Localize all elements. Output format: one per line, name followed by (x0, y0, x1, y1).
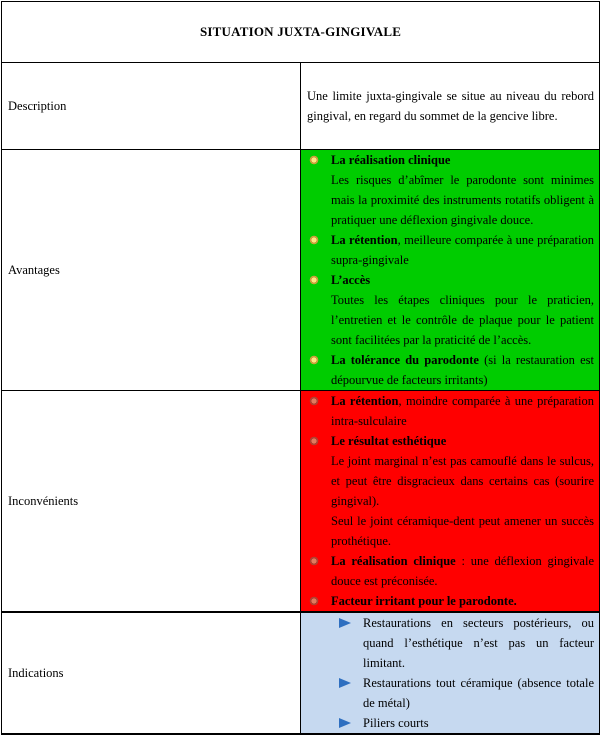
description-row (2, 63, 600, 150)
sun-bullet-icon (309, 275, 319, 285)
item-detail: Toutes les étapes cliniques pour le praticien, l’entretien et le contrôle de plaque pour le patient sont facilitées par la praticité de l’accès. (331, 293, 594, 347)
indications-cell (301, 612, 600, 734)
description-label: Description (2, 63, 301, 150)
indications-row (2, 612, 600, 734)
sun-bullet-icon (309, 436, 319, 446)
item-heading: L’accès (331, 273, 371, 287)
list-item (337, 673, 594, 713)
item-text: (si la restauration est dépourvue de facteurs irritants) (331, 353, 594, 387)
item-detail-2: Seul le joint céramique-dent peut amener un succès prothétique. (331, 514, 594, 548)
inconvenients-label: Inconvénients (2, 391, 301, 613)
list-item (307, 391, 594, 431)
list-item (307, 350, 594, 390)
list-item (307, 551, 594, 591)
list-item (307, 230, 594, 270)
list-item (307, 591, 594, 611)
arrow-bullet-icon (339, 678, 351, 688)
item-heading: Facteur irritant pour le parodonte. (331, 594, 517, 608)
sun-bullet-icon (309, 355, 319, 365)
description-text: Une limite juxta-gingivale se situe au niveau du rebord gingival, en regard du sommet de la gencive libre. (301, 63, 600, 150)
avantages-list (307, 150, 594, 390)
list-item (337, 713, 594, 733)
title-row (2, 2, 600, 63)
sun-bullet-icon (309, 235, 319, 245)
item-text: , moindre comparée à une préparation intra-sulculaire (331, 394, 595, 428)
inconvenients-row (2, 391, 600, 613)
arrow-bullet-icon (339, 718, 351, 728)
item-text: , meilleure comparée à une préparation supra-gingivale (331, 233, 594, 267)
sun-bullet-icon (309, 556, 319, 566)
item-detail: Le joint marginal n’est pas camouflé dans le sulcus, et peut être disgracieux dans certains cas (sourire gingival). (331, 454, 594, 508)
item-text: : une déflexion gingivale douce est préconisée. (331, 554, 594, 588)
item-text: Restaurations tout céramique (absence totale de métal) (363, 676, 594, 710)
arrow-bullet-icon (339, 618, 351, 628)
item-text: Restaurations en secteurs postérieurs, ou quand l’esthétique n’est pas un facteur limitant. (363, 616, 594, 670)
item-detail: Les risques d’abîmer le parodonte sont minimes mais la proximité des instruments rotatifs obligent à pratiquer une déflexion gingivale douce. (331, 173, 594, 227)
sun-bullet-icon (309, 155, 319, 165)
item-text: Piliers courts (363, 716, 429, 730)
item-heading: Le résultat esthétique (331, 434, 447, 448)
inconvenients-list (307, 391, 594, 611)
item-heading: La tolérance du parodonte (331, 353, 479, 367)
avantages-row (2, 150, 600, 391)
list-item (307, 431, 594, 551)
list-item (307, 270, 594, 350)
avantages-cell (301, 150, 600, 391)
item-heading: La rétention (331, 233, 398, 247)
indications-list (337, 613, 594, 733)
sun-bullet-icon (309, 396, 319, 406)
indications-label: Indications (2, 612, 301, 734)
list-item (307, 150, 594, 230)
table-title: SITUATION JUXTA-GINGIVALE (2, 2, 600, 63)
item-heading: La rétention (331, 394, 399, 408)
avantages-label: Avantages (2, 150, 301, 391)
item-heading: La réalisation clinique (331, 554, 456, 568)
list-item (337, 613, 594, 673)
situation-table (1, 1, 600, 735)
item-heading: La réalisation clinique (331, 153, 451, 167)
inconvenients-cell (301, 391, 600, 613)
sun-bullet-icon (309, 596, 319, 606)
